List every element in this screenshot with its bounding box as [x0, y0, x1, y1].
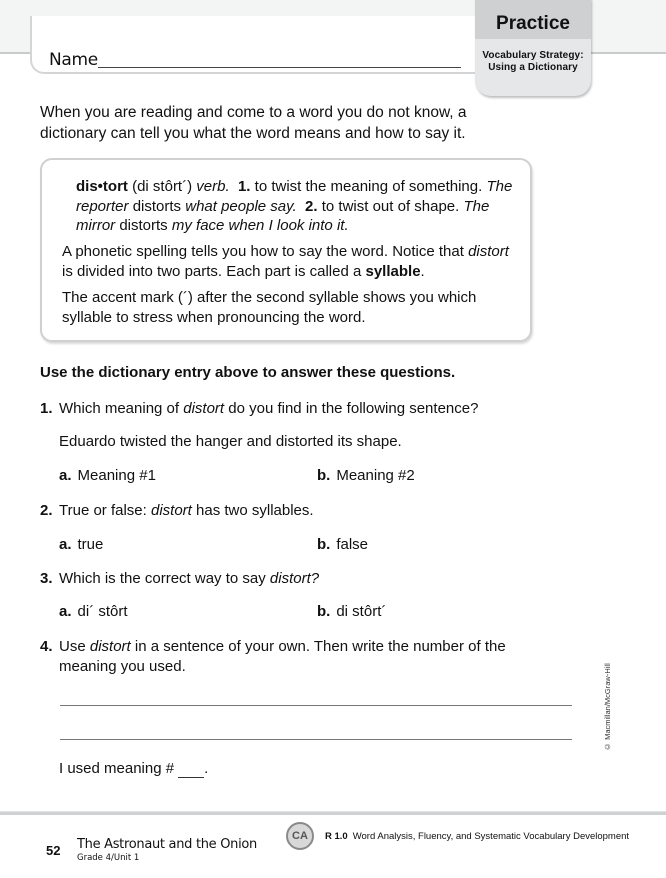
dictionary-entry — [76, 177, 516, 236]
question-number: 1. — [40, 400, 53, 417]
question-text: Which is the correct way to say — [59, 570, 266, 587]
example2-part: my face when I look into it. — [171, 217, 349, 234]
example1-part: distorts — [132, 197, 182, 215]
part-of-speech: verb. — [196, 178, 230, 195]
option-text: di´ stôrt — [77, 603, 128, 620]
standard-code: R 1.0 — [325, 831, 348, 842]
question-1-sentence: Eduardo twisted the hanger and distorted its shape. — [59, 433, 402, 450]
answer-line-1[interactable] — [60, 705, 572, 706]
used-meaning-line — [59, 760, 208, 778]
option-text: true — [77, 536, 104, 553]
option-3a[interactable] — [59, 603, 128, 620]
headword: dis•tort — [76, 178, 128, 195]
instructions: Use the dictionary entry above to answer these questions. — [40, 364, 456, 381]
practice-subtitle — [475, 39, 591, 74]
practice-tab — [475, 0, 591, 96]
intro-paragraph: When you are reading and come to a word you do not know, a dictionary can tell you what the word means and how to say it. — [40, 104, 467, 142]
meaning-number-blank[interactable] — [178, 760, 204, 778]
copyright-notice: © Macmillan/McGraw-Hill — [603, 663, 612, 751]
option-1b[interactable] — [317, 467, 415, 484]
question-word: distort — [183, 400, 225, 417]
option-3b[interactable] — [317, 603, 386, 620]
option-2b[interactable] — [317, 536, 368, 553]
name-label: Name — [49, 50, 98, 70]
subtitle-line-1: Vocabulary Strategy: — [482, 50, 584, 61]
subtitle-line-2: Using a Dictionary — [488, 62, 578, 73]
question-number: 4. — [40, 638, 53, 655]
question-3 — [40, 569, 560, 589]
question-text: in a sentence of your own. Then write the number of the meaning you used. — [59, 638, 506, 675]
def2-number: 2. — [305, 197, 318, 215]
question-number: 3. — [40, 570, 53, 587]
standard-text: Word Analysis, Fluency, and Systematic Vocabulary Development — [352, 831, 630, 842]
option-letter: b. — [317, 536, 331, 553]
note-word: distort — [468, 243, 509, 260]
question-2 — [40, 501, 560, 521]
answer-line-2[interactable] — [60, 739, 572, 740]
example1-part: The reporter — [76, 178, 513, 215]
def1-text: to twist the meaning of something. — [254, 178, 483, 195]
def1-number: 1. — [237, 178, 251, 195]
question-word: distort — [269, 570, 311, 587]
question-text: Which meaning of — [59, 400, 180, 417]
question-text: has two syllables. — [196, 502, 314, 519]
option-letter: b. — [317, 603, 331, 620]
note-text: A phonetic spelling tells you how to say the word. Notice that — [62, 243, 464, 260]
question-text: Use — [59, 638, 86, 655]
question-text: do you find in the following sentence? — [228, 400, 479, 417]
grade-unit: Grade 4/Unit 1 — [77, 853, 140, 863]
question-text: ? — [310, 570, 320, 587]
name-input-line[interactable] — [98, 67, 461, 68]
option-1a[interactable] — [59, 467, 156, 484]
example2-part: The mirror — [76, 197, 490, 234]
option-text: Meaning #1 — [77, 467, 156, 484]
option-2a[interactable] — [59, 536, 103, 553]
option-letter: b. — [317, 467, 331, 484]
footer-divider — [0, 811, 666, 815]
standard-reference — [325, 831, 629, 842]
question-text: True or false: — [59, 502, 147, 519]
pronunciation: (di stôrt´) — [132, 178, 193, 195]
option-text: Meaning #2 — [336, 467, 415, 484]
ca-standards-icon: CA — [286, 822, 314, 850]
question-4 — [40, 637, 540, 676]
phonetic-note — [62, 242, 522, 281]
question-1 — [40, 399, 560, 419]
option-letter: a. — [59, 603, 72, 620]
note-text: . — [420, 262, 425, 280]
note-term: syllable — [365, 262, 421, 280]
def2-text: to twist out of shape. — [321, 197, 460, 215]
accent-note: The accent mark (´) after the second syllable shows you which syllable to stress when pronouncing the word. — [62, 289, 477, 326]
option-text: di stôrt´ — [336, 603, 387, 620]
option-text: false — [336, 536, 369, 553]
question-word: distort — [150, 502, 192, 519]
question-word: distort — [89, 638, 131, 655]
period: . — [204, 760, 209, 777]
story-title: The Astronaut and the Onion — [77, 837, 257, 852]
used-meaning-label: I used meaning # — [59, 760, 175, 777]
example1-part: what people say. — [185, 197, 297, 215]
option-letter: a. — [59, 467, 72, 484]
example2-part: distorts — [119, 217, 168, 234]
practice-title: Practice — [475, 0, 591, 39]
question-number: 2. — [40, 502, 53, 519]
note-text: is divided into two parts. Each part is called a — [62, 262, 362, 280]
page-number: 52 — [46, 843, 61, 858]
option-letter: a. — [59, 536, 72, 553]
